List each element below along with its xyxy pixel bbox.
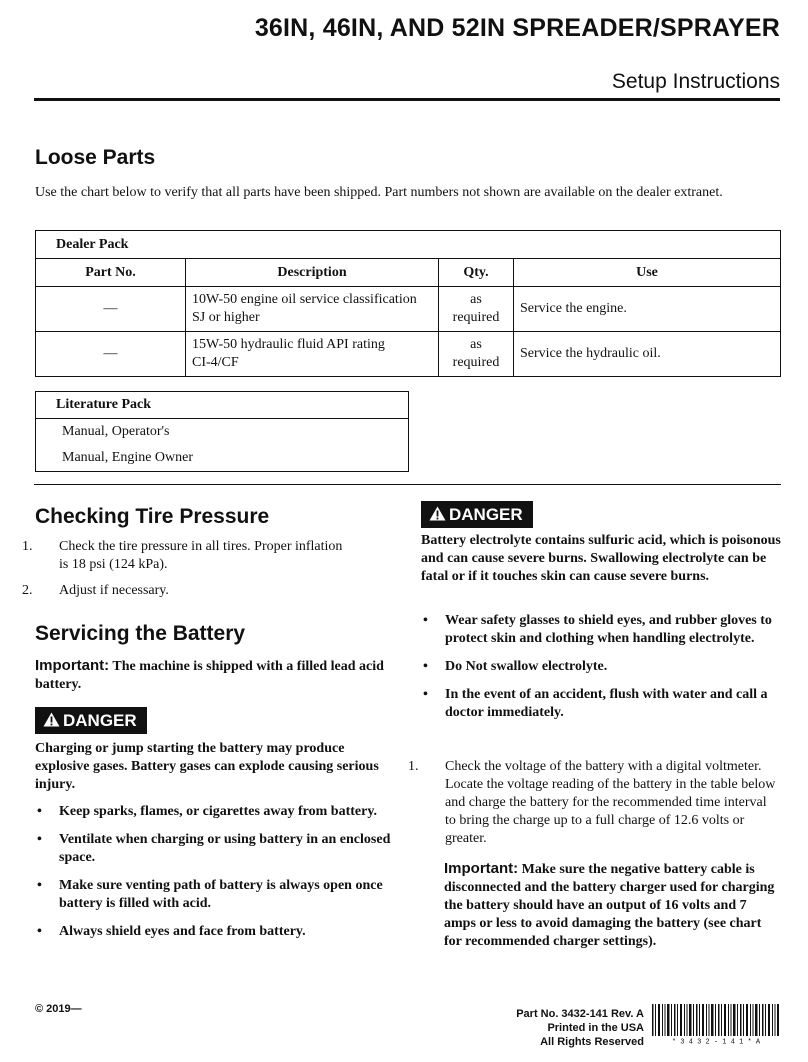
qty-line: required <box>452 355 500 370</box>
danger-text: Charging or jump starting the battery may produce explosive gases. Battery gases can explode causing serious injury. <box>35 741 379 792</box>
danger-bullets <box>35 803 397 951</box>
important-text: The machine is shipped with a filled lead acid battery. <box>35 659 384 692</box>
list-item: • Wear safety glasses to shield eyes, and rubber gloves to protect skin and clothing when handling electrolyte. <box>421 612 783 648</box>
document-subtitle: Setup Instructions <box>611 70 780 93</box>
list-item: • Do Not swallow electrolyte. <box>421 658 783 676</box>
table-row <box>36 287 781 332</box>
use-cell: Service the hydraulic oil. <box>514 332 781 377</box>
danger-bullets <box>421 612 783 732</box>
col-part-no: Part No. <box>36 259 186 287</box>
part-no-cell: — <box>36 287 186 332</box>
step-number: 1. <box>408 759 419 774</box>
danger-text: Battery electrolyte contains sulfuric acid, which is poisonous and can cause severe burns. Swallowing electrolyte can be fatal or if it touches skin can cause severe burns. <box>421 533 781 584</box>
qty-line: as <box>470 337 482 352</box>
list-item: • Keep sparks, flames, or cigarettes away from battery. <box>35 803 397 821</box>
qty-line: as <box>470 292 482 307</box>
literature-pack-caption: Literature Pack <box>36 392 409 419</box>
step-text: Check the tire pressure in all tires. Proper inflation <box>59 539 343 554</box>
danger-label: DANGER <box>449 505 523 524</box>
list-item: • Always shield eyes and face from battery. <box>35 923 397 941</box>
qty-cell <box>439 287 514 332</box>
qty-line: required <box>452 310 500 325</box>
dealer-pack-caption: Dealer Pack <box>36 231 781 259</box>
danger-badge <box>35 707 147 734</box>
step-text: is 18 psi (124 kPa). <box>59 557 168 572</box>
header-rule <box>34 98 780 101</box>
barcode-graphic <box>652 1004 780 1044</box>
warning-triangle-icon <box>429 506 446 521</box>
important-note <box>444 860 780 951</box>
col-description: Description <box>186 259 439 287</box>
barcode-text: * 3 4 3 2 - 1 4 1 * A <box>671 1038 761 1044</box>
step-number: 1. <box>22 539 33 554</box>
loose-parts-intro: Use the chart below to verify that all parts have been shipped. Part numbers not shown are available on the dealer extranet. <box>35 185 723 200</box>
literature-pack-table <box>35 391 409 472</box>
document-title: 36IN, 46IN, AND 52IN SPREADER/SPRAYER <box>254 14 780 42</box>
description-line: 10W-50 engine oil service classification <box>192 292 417 307</box>
tire-pressure-heading: Checking Tire Pressure <box>35 505 270 528</box>
qty-cell <box>439 332 514 377</box>
list-item: Manual, Operator's <box>36 419 409 446</box>
footer-info <box>516 1007 644 1049</box>
battery-heading: Servicing the Battery <box>35 622 246 645</box>
description-cell <box>186 332 439 377</box>
danger-label: DANGER <box>63 711 137 730</box>
list-item: • Make sure venting path of battery is always open once battery is filled with acid. <box>35 877 397 913</box>
description-cell <box>186 287 439 332</box>
use-cell: Service the engine. <box>514 287 781 332</box>
copyright: © 2019— <box>35 1003 82 1015</box>
dealer-pack-table <box>35 230 781 377</box>
part-no-cell: — <box>36 332 186 377</box>
important-text: Make sure the negative battery cable is disconnected and the battery charger used for charging the battery should have an output of 16 volts and 7 amps or less to avoid damaging the battery (see chart for recommended charger settings). <box>444 862 775 949</box>
part-number: Part No. 3432-141 Rev. A <box>516 1008 644 1020</box>
step-number: 2. <box>22 583 33 598</box>
battery-step-1 <box>408 758 780 848</box>
list-item: Manual, Engine Owner <box>36 445 409 472</box>
printed-in: Printed in the USA <box>547 1022 644 1034</box>
table-row <box>36 332 781 377</box>
danger-badge <box>421 501 533 528</box>
important-label: Important: <box>444 860 519 877</box>
important-label: Important: <box>35 657 110 674</box>
rights: All Rights Reserved <box>540 1036 644 1048</box>
description-line: 15W-50 hydraulic fluid API rating <box>192 337 385 352</box>
loose-parts-heading: Loose Parts <box>35 146 156 169</box>
warning-triangle-icon <box>43 712 60 727</box>
list-item: • In the event of an accident, flush with water and call a doctor immediately. <box>421 686 783 722</box>
tire-step-2 <box>22 582 394 600</box>
description-line: SJ or higher <box>192 310 260 325</box>
section-rule <box>34 484 781 485</box>
list-item: • Ventilate when charging or using battery in an enclosed space. <box>35 831 397 867</box>
step-text: Check the voltage of the battery with a digital voltmeter. Locate the voltage reading of the battery in the table below and charge the battery for the recommended time interval to bring the charge up to a full charge of 12.6 volts or greater. <box>445 759 776 846</box>
col-use: Use <box>514 259 781 287</box>
col-qty: Qty. <box>439 259 514 287</box>
step-text: Adjust if necessary. <box>59 583 169 598</box>
important-note <box>35 657 395 694</box>
description-line: CI-4/CF <box>192 355 239 370</box>
tire-step-1 <box>22 538 394 574</box>
